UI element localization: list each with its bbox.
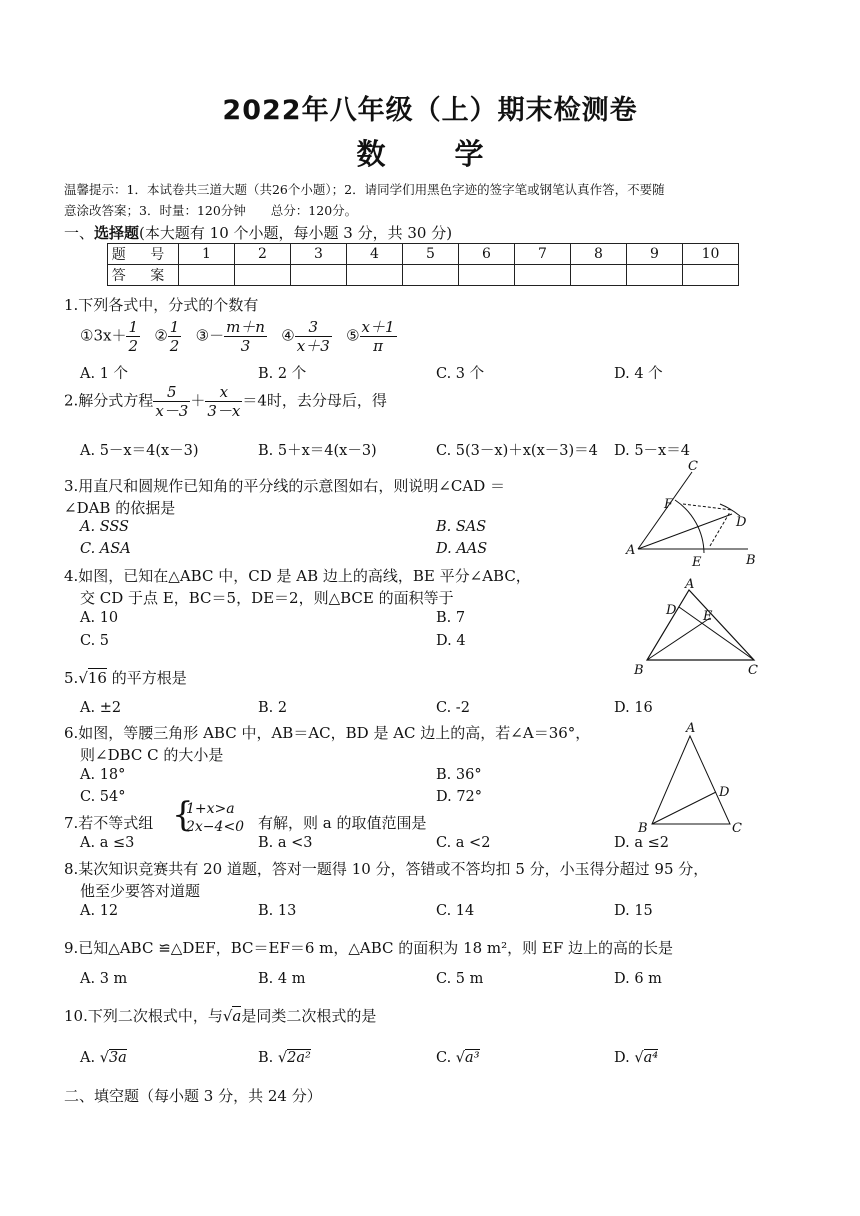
q2-option-b[interactable]: B. 5＋x＝4(x－3) [258, 443, 377, 459]
frac-den: 2 [169, 337, 180, 355]
q7-system-line-2: 2x−4<0 [186, 819, 245, 835]
q5-option-a[interactable]: A. ±2 [80, 700, 122, 716]
q4-figure [628, 576, 768, 678]
q1-option-d[interactable]: D. 4 个 [614, 366, 663, 382]
q8-option-c[interactable]: C. 14 [436, 903, 475, 919]
q7-option-d[interactable]: D. a ≤2 [614, 835, 669, 851]
q2-plus: ＋ [190, 391, 206, 410]
q1-item3-prefix: ③－ [195, 326, 225, 345]
q5-option-c[interactable]: C. -2 [436, 700, 470, 716]
table-number: 4 [347, 244, 403, 265]
section-1-heading [64, 222, 452, 243]
frac-den: π [373, 337, 383, 355]
section-2-heading: 二、填空题（每小题 3 分，共 24 分） [64, 1087, 322, 1105]
q2-option-d[interactable]: D. 5－x＝4 [614, 443, 690, 459]
tip-line-2: 意涂改答案；3．时量：120分钟 总分：120分。 [64, 203, 358, 218]
frac-num: x [205, 383, 242, 402]
q5-option-d[interactable]: D. 16 [614, 700, 653, 716]
q10-stem [64, 1005, 376, 1026]
q3-option-d[interactable]: D. AAS [436, 541, 488, 557]
q3-option-c[interactable]: C. ASA [80, 541, 131, 557]
table-number: 3 [291, 244, 347, 265]
frac-num: 1 [169, 318, 180, 336]
page-title: 2022年八年级（上）期末检测卷 [222, 95, 638, 126]
fig6-label-c: C [732, 821, 742, 836]
q7-option-c[interactable]: C. a <2 [436, 835, 491, 851]
q1-option-a[interactable]: A. 1 个 [80, 366, 129, 382]
answer-cell[interactable] [347, 265, 403, 286]
q6-option-b[interactable]: B. 36° [436, 767, 482, 783]
q4-option-a[interactable]: A. 10 [80, 610, 119, 626]
answer-cell[interactable] [235, 265, 291, 286]
q3-stem-line-2: ∠DAB 的依据是 [64, 499, 176, 517]
q8-stem-line-1: 8.某次知识竞赛共有 20 道题，答对一题得 10 分，答错或不答均扣 5 分，小玉得分超过 95 分， [64, 860, 709, 878]
q10-b-radicand: 2a² [287, 1050, 311, 1066]
q1-item2-prefix: ② [154, 326, 168, 345]
frac-num: 5 [153, 383, 190, 402]
frac-den: x＋3 [296, 337, 330, 355]
q1-item5-prefix: ⑤ [346, 326, 360, 345]
q10-option-a[interactable] [80, 1050, 127, 1066]
table-number: 2 [235, 244, 291, 265]
table-number: 1 [179, 244, 235, 265]
table-number: 10 [683, 244, 739, 265]
fig6-triangle [652, 736, 730, 824]
q9-option-d[interactable]: D. 6 m [614, 971, 662, 987]
frac-den: 2 [128, 337, 138, 355]
q7-stem-a: 7.若不等式组 [64, 814, 154, 832]
q2-option-c[interactable]: C. 5(3－x)＋x(x－3)＝4 [436, 443, 598, 459]
tip-line-1: 温馨提示：1．本试卷共三道大题（共26个小题）；2．请同学们用黑色字迹的签字笔或钢笔认真作答，不要随 [64, 182, 665, 197]
q5-option-b[interactable]: B. 2 [258, 700, 288, 716]
table-header-label: 题 号 [108, 244, 179, 265]
sqrt-icon: √ [78, 669, 88, 687]
q8-option-a[interactable]: A. 12 [80, 903, 119, 919]
answer-cell[interactable] [291, 265, 347, 286]
frac-den: x－3 [155, 402, 189, 420]
answer-cell[interactable] [683, 265, 739, 286]
q2-option-a[interactable]: A. 5－x＝4(x－3) [80, 443, 199, 459]
q1-option-c[interactable]: C. 3 个 [436, 366, 485, 382]
sqrt-icon: √ [99, 1050, 109, 1066]
fig3-label-f: F [664, 497, 674, 512]
q3-option-b[interactable]: B. SAS [436, 519, 487, 535]
q8-stem-line-2: 他至少要答对道题 [80, 882, 201, 900]
q2-frac-2 [205, 383, 242, 420]
q3-stem-line-1: 3.用直尺和圆规作已知角的平分线的示意图如右，则说明∠CAD ＝ [64, 477, 505, 495]
q1-stem: 1.下列各式中，分式的个数有 [64, 296, 259, 314]
fig6-bd [652, 792, 716, 824]
fig4-be [647, 618, 710, 660]
table-number: 7 [515, 244, 571, 265]
q7-system-line-1: 1+x>a [186, 801, 235, 817]
fig4-label-a: A [685, 577, 695, 592]
q6-option-c[interactable]: C. 54° [80, 789, 126, 805]
q8-option-d[interactable]: D. 15 [614, 903, 653, 919]
table-answer-label: 答 案 [108, 265, 179, 286]
q1-item1-frac [126, 318, 140, 355]
q6-stem-line-1: 6.如图，等腰三角形 ABC 中，AB＝AC，BD 是 AC 边上的高，若∠A＝36°， [64, 724, 591, 742]
subject-title: 数 学 [356, 137, 504, 171]
q3-option-a[interactable]: A. SSS [80, 519, 129, 535]
q8-option-b[interactable]: B. 13 [258, 903, 297, 919]
fig6-label-b: B [638, 821, 648, 836]
frac-num: 3 [295, 318, 332, 337]
frac-den: 3－x [207, 402, 241, 420]
q1-item1-prefix: ①3x＋ [80, 326, 127, 345]
option-letter: B. [258, 1050, 274, 1066]
fig4-label-c: C [748, 663, 758, 678]
fig3-label-a: A [626, 543, 636, 558]
fig4-label-e: E [703, 609, 713, 624]
q3-figure [620, 460, 770, 572]
option-letter: A. [80, 1050, 96, 1066]
frac-num: 1 [128, 318, 138, 336]
q5-stem [64, 667, 187, 688]
fig3-label-b: B [746, 553, 756, 568]
answer-cell[interactable] [179, 265, 235, 286]
answer-cell[interactable] [627, 265, 683, 286]
fig3-dash-ed [710, 512, 730, 546]
q4-option-d[interactable]: D. 4 [436, 633, 466, 649]
q9-option-c[interactable]: C. 5 m [436, 971, 484, 987]
option-letter: C. [436, 1050, 452, 1066]
q10-option-b[interactable] [258, 1050, 311, 1066]
q2-stem [64, 383, 387, 420]
q1-item4-frac [295, 318, 332, 355]
q5-stem-a: 5. [64, 669, 79, 687]
q1-item3-frac [224, 318, 267, 355]
frac-den: 3 [240, 337, 251, 355]
q10-option-d[interactable] [614, 1050, 658, 1066]
q6-option-d[interactable]: D. 72° [436, 789, 483, 805]
answer-cell[interactable] [571, 265, 627, 286]
answer-table [107, 243, 739, 286]
q6-figure [630, 720, 750, 836]
section-1-rest: (本大题有 10 个小题，每小题 3 分，共 30 分) [139, 224, 453, 242]
q9-option-a[interactable]: A. 3 m [80, 971, 128, 987]
q9-stem: 9.已知△ABC ≌△DEF，BC＝EF＝6 m，△ABC 的面积为 18 m²，则 EF 边上的高的长是 [64, 939, 674, 957]
sqrt-icon: √ [634, 1050, 644, 1066]
sqrt-icon: √ [455, 1050, 466, 1066]
q1-item4-prefix: ④ [281, 326, 295, 345]
fig4-label-d: D [666, 603, 677, 618]
sqrt-icon: √ [222, 1007, 233, 1025]
q10-option-c[interactable] [436, 1050, 480, 1066]
q10-d-radicand: a⁴ [643, 1050, 659, 1066]
q9-option-b[interactable]: B. 4 m [258, 971, 306, 987]
q1-option-b[interactable]: B. 2 个 [258, 366, 307, 382]
answer-table-row-numbers [108, 244, 739, 265]
q5-stem-b: 的平方根是 [106, 669, 187, 687]
q2-stem-b: ＝4时，去分母后，得 [242, 391, 387, 410]
fig6-label-a: A [686, 721, 696, 736]
q4-option-c[interactable]: C. 5 [80, 633, 110, 649]
q10-stem-b: 是同类二次根式的是 [241, 1007, 377, 1025]
section-1-num: 一、 [64, 224, 95, 242]
fig4-cd [679, 607, 754, 660]
fig3-label-c: C [688, 460, 698, 474]
q7-option-a[interactable]: A. a ≤3 [80, 835, 135, 851]
fig6-label-d: D [719, 785, 730, 800]
q2-frac-1 [153, 383, 190, 420]
q6-option-a[interactable]: A. 18° [80, 767, 126, 783]
q1-item2-frac [168, 318, 182, 355]
table-number: 5 [403, 244, 459, 265]
q6-stem-line-2: 则∠DBC C 的大小是 [80, 746, 224, 764]
table-number: 6 [459, 244, 515, 265]
fig3-dash-fd [683, 504, 732, 510]
q4-stem-line-2: 交 CD 于点 E，BC＝5，DE＝2，则△BCE 的面积等于 [80, 589, 454, 607]
q10-a-radicand: 3a [108, 1050, 127, 1066]
answer-cell[interactable] [403, 265, 459, 286]
q1-item5-frac [360, 318, 397, 355]
fig4-label-b: B [634, 663, 644, 678]
answer-cell[interactable] [515, 265, 571, 286]
section-1-bold: 选择题 [94, 224, 140, 242]
q10-stem-a: 10.下列二次根式中，与 [64, 1007, 223, 1025]
answer-table-row-answers [108, 265, 739, 286]
q1-items [80, 318, 397, 355]
fig3-label-d: D [736, 515, 747, 530]
q4-stem-line-1: 4.如图，已知在△ABC 中，CD 是 AB 边上的高线，BE 平分∠ABC， [64, 567, 531, 585]
fig3-label-e: E [692, 555, 702, 570]
q4-option-b[interactable]: B. 7 [436, 610, 466, 626]
q7-stem-b: 有解，则 a 的取值范围是 [258, 814, 427, 832]
frac-num: x＋1 [361, 318, 395, 336]
table-number: 9 [627, 244, 683, 265]
q2-stem-a: 2.解分式方程 [64, 391, 154, 410]
fig3-bisector [638, 514, 732, 549]
q5-radicand: 16 [87, 669, 107, 687]
sqrt-icon: √ [277, 1050, 288, 1066]
answer-cell[interactable] [459, 265, 515, 286]
table-number: 8 [571, 244, 627, 265]
q10-radicand: a [232, 1007, 242, 1025]
option-letter: D. [614, 1050, 630, 1066]
q7-option-b[interactable]: B. a <3 [258, 835, 313, 851]
brace-icon: { [172, 795, 194, 835]
q10-c-radicand: a³ [465, 1050, 480, 1066]
frac-num: m＋n [226, 318, 265, 336]
